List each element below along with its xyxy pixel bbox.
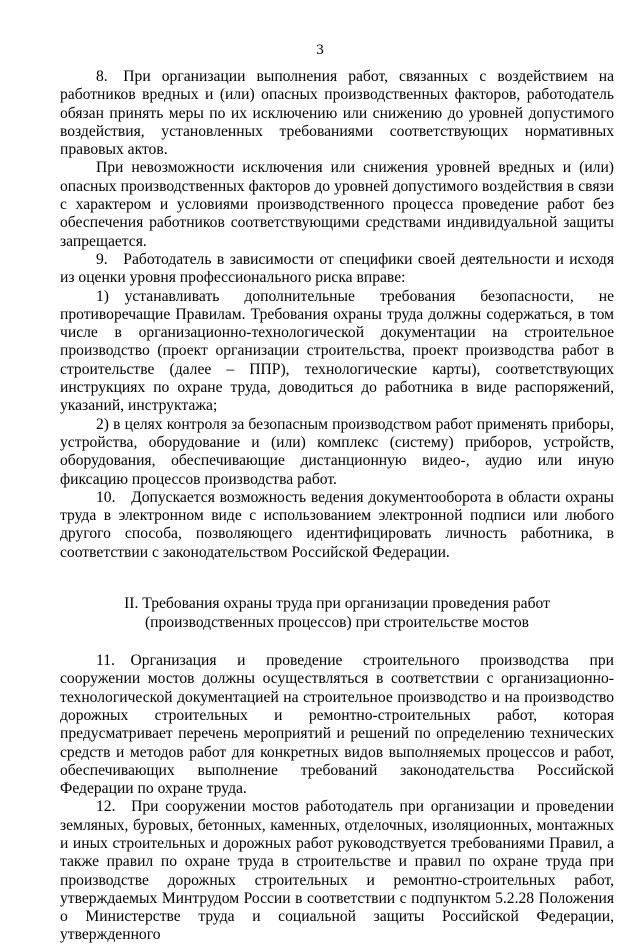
paragraph-12: 12. При сооружении мостов работодатель при организации и проведении земляных, буровых, бетонных, каменных, отделочных, изоляционных, монтажных и иных строительных и дорожных работ руководствуется требованиями Правил, а также правил по охране труда в строительстве и правил по охране труда при производстве дорожных строительных и ремонтно-строительных работ, утверждаемых Минтрудом России в соответствии с подпунктом 5.2.28 Положения о Министерстве труда и социальной защиты Российской Федерации, утвержденного — [60, 798, 614, 944]
paragraph-10: 10. Допускается возможность ведения документооборота в области охраны труда в электронном виде с использованием электронной подписи или любого другого способа, позволяющего идентифицировать личность работника, в соответствии с законодательством Российской Федерации. — [60, 488, 614, 561]
paragraph-9-item-2: 2) в целях контроля за безопасным производством работ применять приборы, устройства, оборудование и (или) комплекс (систему) приборов, устройств, оборудования, обеспечивающие дистанционную видео-, аудио или иную фиксацию процессов производства работ. — [60, 415, 614, 488]
section-heading-line-1: II. Требования охраны труда при организации проведения работ — [124, 595, 550, 613]
paragraph-8: 8. При организации выполнения работ, связанных с воздействием на работников вредных и (или) опасных производственных факторов, работодатель обязан принять меры по их исключению или снижению до уровней допустимого воздействия, установленных требованиями соответствующих нормативных правовых актов. — [60, 68, 614, 159]
document-body — [60, 68, 614, 945]
paragraph-9-item-1: 1) устанавливать дополнительные требования безопасности, не противоречащие Правилам. Требования охраны труда должны содержаться, в том числе в организационно-технологической документации на строительное производство (проект организации строительства, проект производства работ в строительстве (далее – ППР), технологические карты), соответствующих инструкциях по охране труда, доводиться до работника в виде распоряжений, указаний, инструктажа; — [60, 287, 614, 415]
paragraph-11: 11. Организация и проведение строительного производства при сооружении мостов должны осуществляться в соответствии с организационно-технологической документацией на строительное производство и на производство дорожных строительных и ремонтно-строительных работ, которая предусматривает перечень мероприятий и решений по определению технических средств и методов работ для конкретных видов выполняемых процессов и работ, обеспечивающих выполнение требований законодательства Российской Федерации по охране труда. — [60, 652, 614, 798]
section-heading — [60, 594, 614, 632]
section-heading-line-2: (производственных процессов) при строительстве мостов — [144, 614, 530, 632]
page-number: 3 — [316, 42, 324, 58]
paragraph-8-continuation: При невозможности исключения или снижения уровней вредных и (или) опасных производственных факторов до уровней допустимого воздействия в связи с характером и условиями производственного процесса проведение работ без обеспечения работников соответствующими средствами индивидуальной защиты запрещается. — [60, 159, 614, 250]
paragraph-9: 9. Работодатель в зависимости от специфики своей деятельности и исходя из оценки уровня профессионального риска вправе: — [60, 250, 614, 287]
